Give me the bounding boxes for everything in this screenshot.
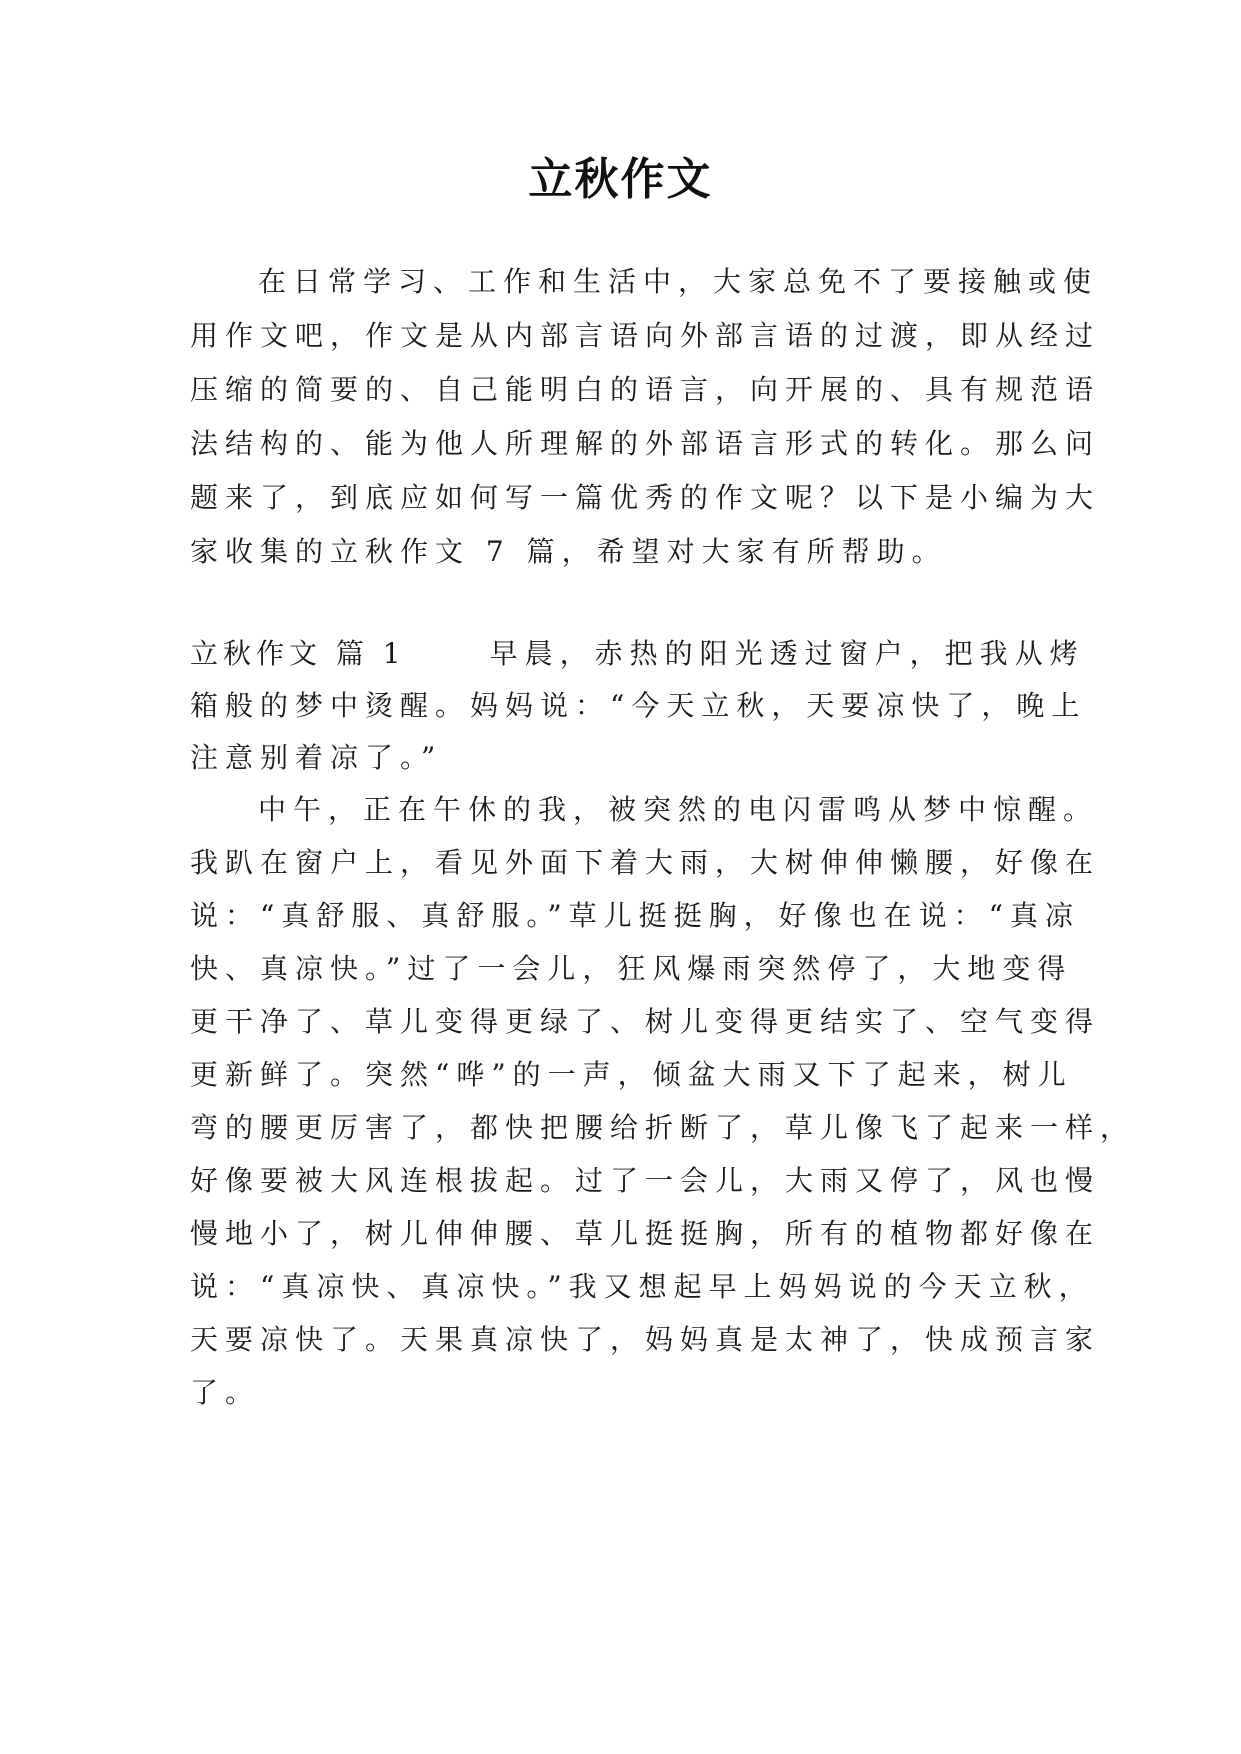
paragraph-line: 更干净了、草儿变得更绿了、树儿变得更结实了、空气变得 — [190, 1005, 1101, 1038]
paragraph-line: 好像要被大风连根拔起。过了一会儿，大雨又停了，风也慢 — [190, 1164, 1101, 1197]
intro-line: 题来了，到底应如何写一篇优秀的作文呢？以下是小编为大 — [190, 481, 1101, 514]
intro-line: 家收集的立秋作文 7 篇，希望对大家有所帮助。 — [190, 535, 947, 568]
paragraph-line: 我趴在窗户上，看见外面下着大雨，大树伸伸懒腰，好像在 — [190, 846, 1101, 879]
paragraph-line: 慢地小了，树儿伸伸腰、草儿挺挺胸，所有的植物都好像在 — [190, 1217, 1101, 1250]
intro-line: 用作文吧，作文是从内部言语向外部言语的过渡，即从经过 — [190, 319, 1101, 352]
paragraph-line: 快、真凉快。”过了一会儿，狂风爆雨突然停了，大地变得 — [190, 952, 1073, 985]
paragraph-line: 注意别着凉了。” — [190, 741, 443, 774]
paragraph-line: 了。 — [190, 1376, 261, 1409]
intro-line: 在日常学习、工作和生活中，大家总免不了要接触或使 — [258, 265, 1099, 298]
paragraph-line: 弯的腰更厉害了，都快把腰给折断了，草儿像飞了起来一样， — [190, 1111, 1136, 1144]
section-heading: 立秋作文 篇 1 — [190, 637, 406, 670]
paragraph-line: 天要凉快了。天果真凉快了，妈妈真是太神了，快成预言家 — [190, 1323, 1101, 1356]
paragraph-line: 中午，正在午休的我，被突然的电闪雷鸣从梦中惊醒。 — [258, 793, 1099, 826]
section-first-line — [190, 634, 1085, 674]
document-title: 立秋作文 — [528, 154, 713, 205]
paragraph-line: 更新鲜了。突然“哗”的一声，倾盆大雨又下了起来，树儿 — [190, 1058, 1073, 1091]
intro-line: 法结构的、能为他人所理解的外部语言形式的转化。那么问 — [190, 427, 1101, 460]
paragraph-line: 说：“真舒服、真舒服。”草儿挺挺胸，好像也在说：“真凉 — [190, 899, 1080, 932]
paragraph-line: 箱般的梦中烫醒。妈妈说：“今天立秋，天要凉快了，晚上 — [190, 689, 1087, 722]
paragraph-line: 说：“真凉快、真凉快。”我又想起早上妈妈说的今天立秋， — [190, 1270, 1094, 1303]
section-first-line-text: 早晨，赤热的阳光透过窗户，把我从烤 — [489, 637, 1085, 670]
intro-line: 压缩的简要的、自己能明白的语言，向开展的、具有规范语 — [190, 373, 1101, 406]
